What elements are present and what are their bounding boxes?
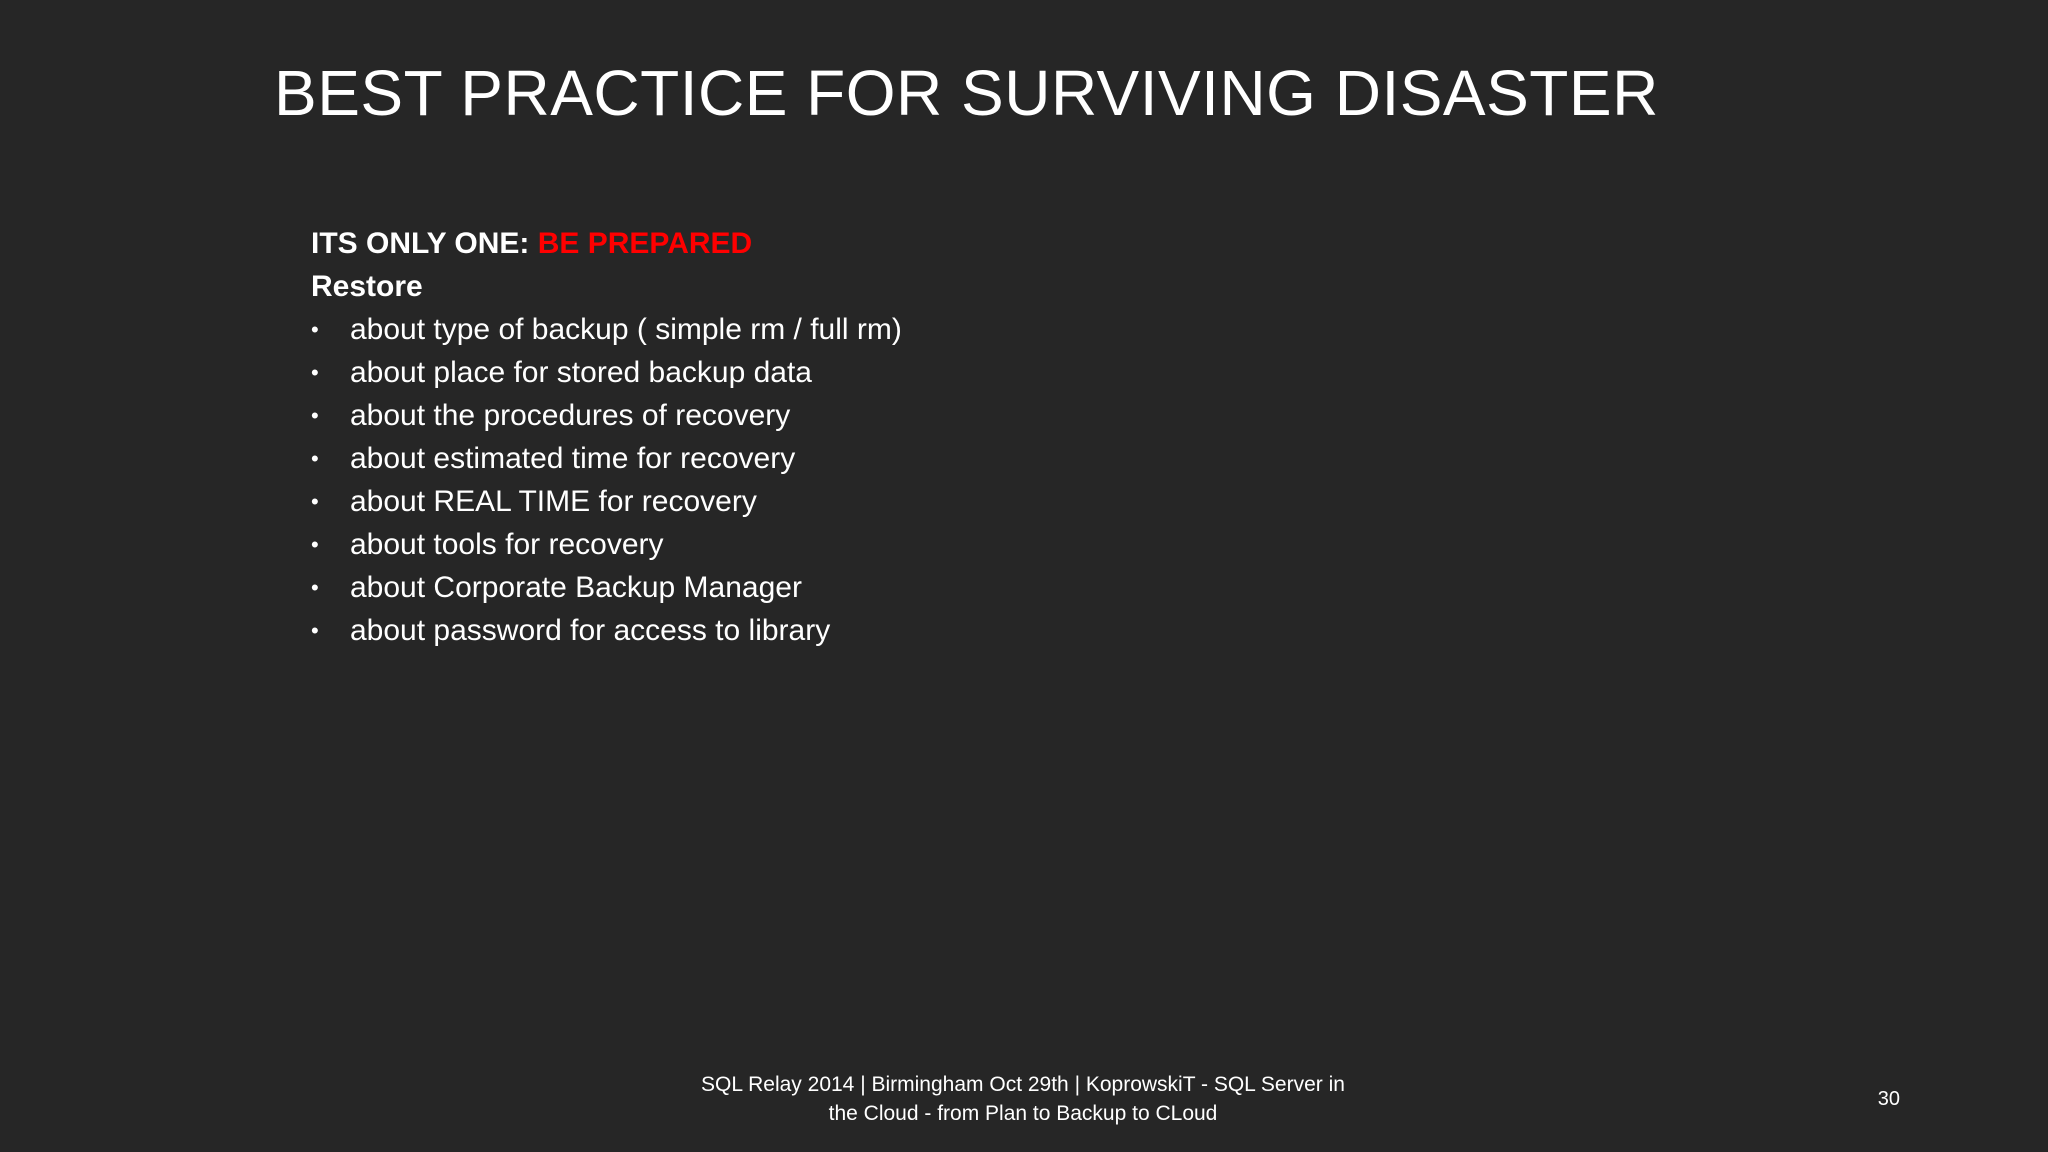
intro-line — [311, 222, 1511, 265]
bullet-icon: • — [311, 403, 319, 428]
bullet-icon: • — [311, 532, 319, 557]
bullet-item — [311, 523, 1511, 566]
page-number: 30 — [1877, 1088, 1900, 1110]
bullet-icon: • — [311, 360, 319, 385]
bullet-text: about estimated time for recovery — [350, 442, 796, 475]
bullet-item — [311, 566, 1511, 609]
bullet-text: about Corporate Backup Manager — [350, 571, 802, 604]
bullet-icon: • — [311, 489, 319, 514]
bullet-text: about tools for recovery — [350, 528, 664, 561]
intro-label: ITS ONLY ONE: — [311, 227, 538, 260]
bullet-item — [311, 394, 1511, 437]
slide-footer — [680, 1070, 1366, 1128]
bullet-icon: • — [311, 317, 319, 342]
bullet-list — [311, 308, 1511, 652]
bullet-item — [311, 308, 1511, 351]
bullet-text: about type of backup ( simple rm / full rm) — [350, 313, 902, 346]
footer-line: the Cloud - from Plan to Backup to CLoud — [828, 1102, 1218, 1125]
bullet-text: about password for access to library — [350, 614, 831, 647]
bullet-text: about the procedures of recovery — [350, 399, 791, 432]
bullet-item — [311, 609, 1511, 652]
bullet-text: about REAL TIME for recovery — [350, 485, 757, 518]
bullet-icon: • — [311, 618, 319, 643]
bullet-item — [311, 437, 1511, 480]
bullet-item — [311, 480, 1511, 523]
intro-accent: BE PREPARED — [537, 227, 753, 260]
slide-content — [311, 222, 1511, 652]
bullet-item — [311, 351, 1511, 394]
bullet-text: about place for stored backup data — [350, 356, 812, 389]
footer-line: SQL Relay 2014 | Birmingham Oct 29th | KoprowskiT - SQL Server in — [701, 1073, 1345, 1096]
bullet-icon: • — [311, 446, 319, 471]
subheading: Restore — [311, 270, 423, 303]
slide-title: BEST PRACTICE FOR SURVIVING DISASTER — [274, 57, 1659, 129]
bullet-icon: • — [311, 575, 319, 600]
